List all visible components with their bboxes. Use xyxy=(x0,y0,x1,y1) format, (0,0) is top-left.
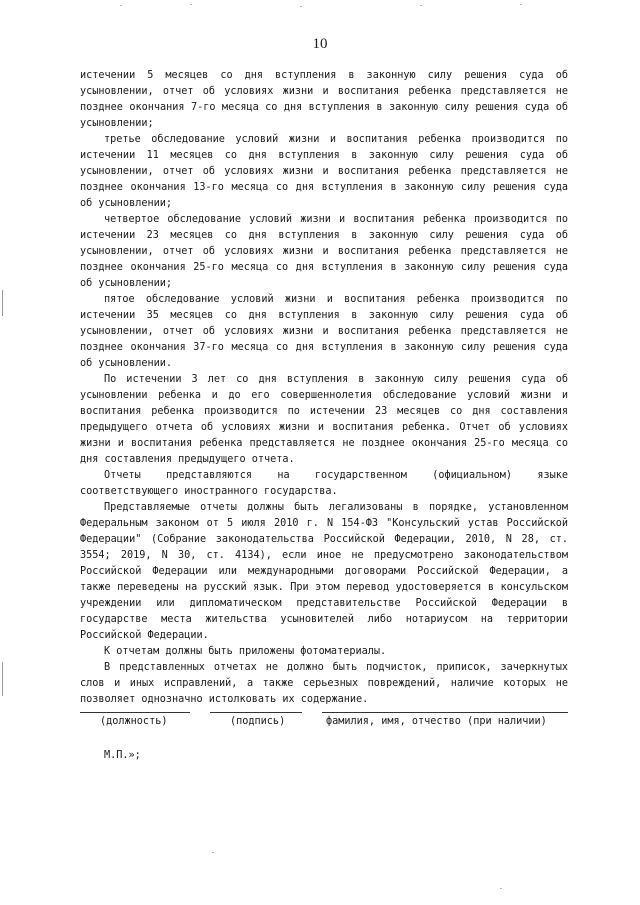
paragraph: Отчеты представляются на государственном (официальном) языке соответствующего иностранного государства. xyxy=(80,470,568,497)
position-line xyxy=(80,712,190,713)
scan-dot xyxy=(190,4,192,5)
paragraph: четвертое обследование условий жизни и воспитания ребенка производится по истечении 23 месяцев со дня вступления в законную силу решения суда об усыновлении, отчет об условиях жизни и воспитания ребенка представляется не позднее окончания 25-го месяца со дня вступления в законную силу решения суда об усыновлении; xyxy=(80,214,568,289)
scan-dot xyxy=(520,4,522,5)
paragraph: истечении 5 месяцев со дня вступления в законную силу решения суда об усыновлении, отчет об условиях жизни и воспитания ребенка представляется не позднее окончания 7-го месяца со дня вступления в законную силу решения суда об усыновлении; xyxy=(80,70,568,129)
document-body xyxy=(80,68,568,708)
name-caption: фамилия, имя, отчество (при наличии) xyxy=(326,716,547,727)
paragraph: По истечении 3 лет со дня вступления в законную силу решения суда об усыновлении ребенка и до его совершеннолетия обследование условий жизни и воспитания ребенка производится по истечении 23 месяцев со дня составления предыдущего отчета об условиях жизни и воспитания ребенка. Отчет об условиях жизни и воспитания ребенка представляется не позднее окончания 25-го месяца со дня составления предыдущего отчета. xyxy=(80,374,568,465)
name-line xyxy=(322,712,568,713)
signature-block xyxy=(0,704,640,734)
signature-caption: (подпись) xyxy=(230,716,286,727)
scan-edge-mark xyxy=(2,290,3,316)
paragraph: пятое обследование условий жизни и воспитания ребенка производится по истечении 35 месяцев со дня вступления в законную силу решения суда об усыновлении, отчет об условиях жизни и воспитания ребенка представляется не позднее окончания 37-го месяца со дня вступления в законную силу решения суда об усыновлении. xyxy=(80,294,568,369)
scan-dot xyxy=(420,5,422,6)
page-number: 10 xyxy=(312,36,328,52)
scan-dot xyxy=(500,888,502,889)
position-caption: (должность) xyxy=(100,716,168,727)
signature-line xyxy=(210,712,302,713)
paragraph: К отчетам должны быть приложены фотоматериалы. xyxy=(104,646,387,657)
paragraph: В представленных отчетах не должно быть подчисток, приписок, зачеркнутых слов и иных исправлений, а также серьезных повреждений, наличие которых не позволяет однозначно истолковать их содержание. xyxy=(80,662,568,705)
scan-dot xyxy=(120,5,122,6)
paragraph: Представляемые отчеты должны быть легализованы в порядке, установленном Федеральным законом от 5 июля 2010 г. N 154-ФЗ "Консульский устав Российской Федерации" (Собрание законодательства Российской Федерации, 2010, N 28, ст. 3554; 2019, N 30, ст. 4134), если иное не предусмотрено законодательством Российской Федерации или международными договорами Российской Федерации, а также переведены на русский язык. При этом перевод удостоверяется в консульском учреждении или дипломатическом представительстве Российской Федерации в государстве места жительства усыновителей либо нотариусом на территории Российской Федерации. xyxy=(80,502,568,641)
stamp-place: М.П.»; xyxy=(104,750,141,761)
scan-dot xyxy=(212,852,214,853)
scan-dot xyxy=(300,6,302,7)
scan-edge-mark xyxy=(2,662,3,696)
paragraph: третье обследование условий жизни и воспитания ребенка производится по истечении 11 месяцев со дня вступления в законную силу решения суда об усыновлении, отчет об условиях жизни и воспитания ребенка представляется не позднее окончания 13-го месяца со дня вступления в законную силу решения суда об усыновлении; xyxy=(80,134,568,209)
